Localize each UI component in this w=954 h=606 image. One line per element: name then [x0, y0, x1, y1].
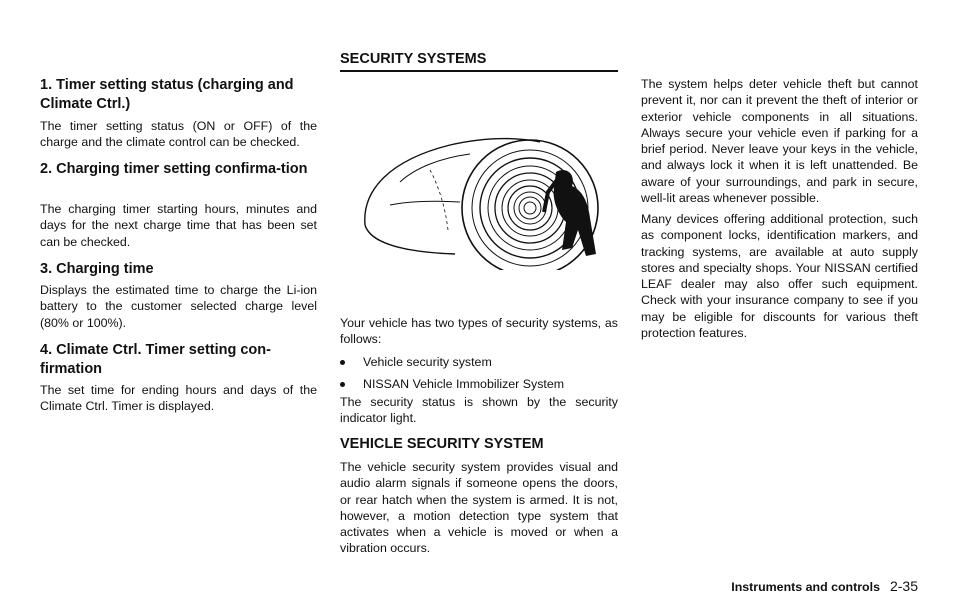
bullet-icon — [340, 382, 345, 387]
status-text: The security status is shown by the security indicator light. — [340, 395, 618, 426]
section-title: SECURITY SYSTEMS — [340, 50, 618, 72]
bullet-icon — [340, 360, 345, 365]
intro-text: Your vehicle has two types of security systems, as follows: — [340, 316, 618, 347]
subsection-title: VEHICLE SECURITY SYSTEM — [340, 436, 544, 452]
item-body: The charging timer starting hours, minutes and days for the next charge time that has been set can be checked. — [40, 202, 317, 249]
item-body: The timer setting status (ON or OFF) of the charge and the climate control can be checked. — [40, 119, 317, 150]
list-item-label: NISSAN Vehicle Immobilizer System — [363, 377, 565, 391]
vehicle-security-illustration-icon — [360, 130, 600, 270]
item-heading: 1. Timer setting status (charging and Climate Ctrl.) — [40, 77, 294, 112]
paragraph: Many devices offering additional protection, such as component locks, identification markers, and tracking systems, are available at auto supply stores and specialty shops. Your NISSAN certified LEAF dealer may also offer such equipment. Check with your insurance company to see if you may be eligible for discounts for various theft protection features. — [641, 212, 918, 341]
list-item-label: Vehicle security system — [363, 355, 492, 369]
page-number: 2-35 — [889, 578, 918, 594]
subsection-body: The vehicle security system provides visual and audio alarm signals if someone opens the doors, or rear hatch when the system is armed. It is not, however, a motion detection type system that activates when a vehicle is moved or when a vibration occurs. — [340, 460, 618, 556]
item-body: Displays the estimated time to charge the Li-ion battery to the customer selected charge level (80% or 100%). — [40, 283, 317, 330]
item-heading: 4. Climate Ctrl. Timer setting con-firmation — [40, 342, 271, 377]
item-body: The set time for ending hours and days of the Climate Ctrl. Timer is displayed. — [40, 383, 317, 414]
paragraph: The system helps deter vehicle theft but cannot prevent it, nor can it prevent the theft of interior or exterior vehicle components in all situations. Always secure your vehicle even if parking for a brief period. Never leave your keys in the vehicle, and always lock it when it is left unattended. Be aware of your surroundings, and park in secure, well-lit areas whenever possible. — [641, 77, 918, 206]
item-heading: 3. Charging time — [40, 261, 154, 277]
footer-section-name: Instruments and controls — [731, 580, 880, 594]
page-footer — [731, 578, 918, 595]
item-heading: 2. Charging timer setting confirma-tion — [40, 161, 308, 177]
